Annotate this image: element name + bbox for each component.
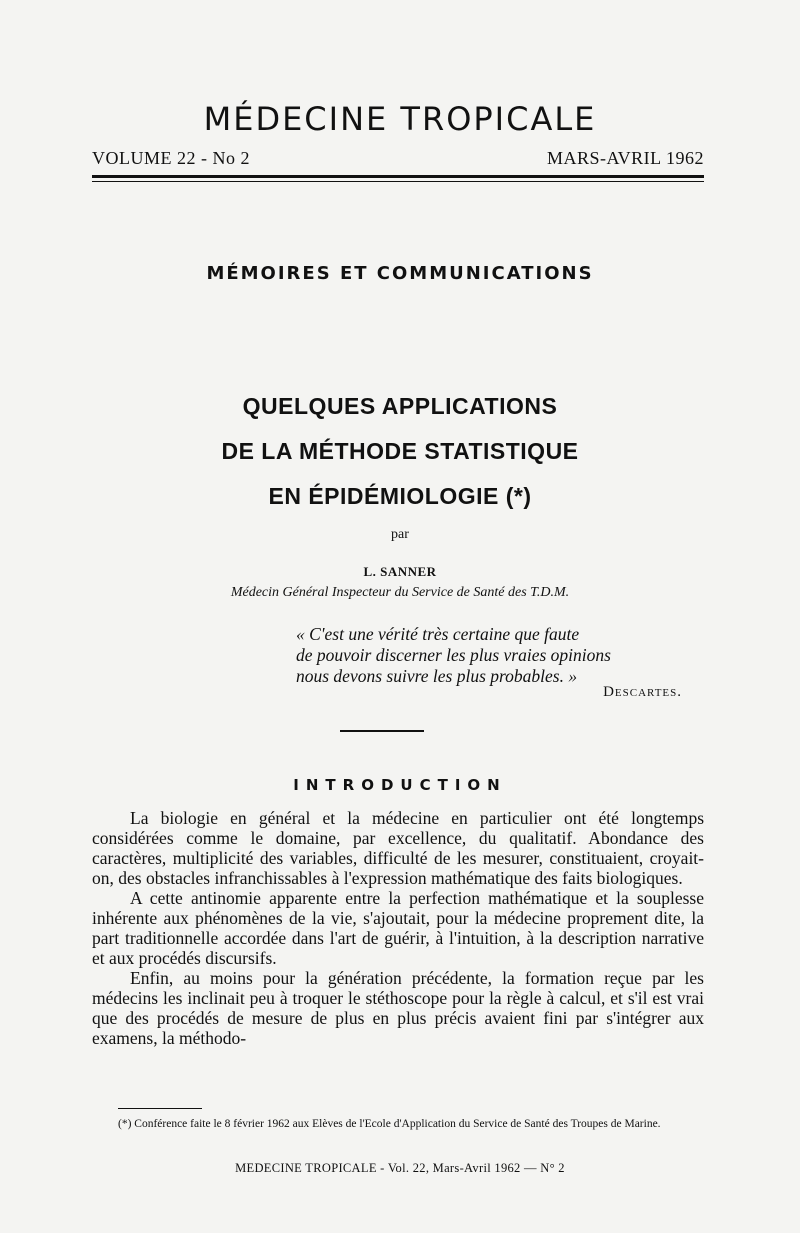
page-footer: MEDECINE TROPICALE - Vol. 22, Mars-Avril 1962 — N° 2 (235, 1161, 565, 1175)
author-affiliation: Médecin Général Inspecteur du Service de Santé des T.D.M. (230, 585, 570, 600)
separator-rule (340, 730, 424, 732)
paragraph: Enfin, au moins pour la génération précédente, la formation reçue par les médecins les inclinait peu à troquer le stéthoscope pour la règle à calcul, et s'il est vrai que des procédés de mesure de plus en plus précis avaient fini par s'intégrer aux examens, la méthodo- (92, 968, 704, 1048)
article-title-line-3: EN ÉPIDÉMIOLOGIE (*) (268, 483, 532, 509)
journal-title: MÉDECINE TROPICALE (203, 100, 597, 138)
article-title-line-1: QUELQUES APPLICATIONS (242, 393, 558, 419)
volume-number: VOLUME 22 - No 2 (92, 148, 250, 168)
byline-par: par (391, 527, 409, 542)
epigraph-author: Descartes. (603, 684, 682, 700)
section-heading: MÉMOIRES ET COMMUNICATIONS (206, 263, 594, 284)
header-rule-thick (92, 175, 704, 178)
author-name: L. SANNER (363, 564, 437, 579)
header-rule-thin (92, 181, 704, 182)
article-title-line-2: DE LA MÉTHODE STATISTIQUE (221, 438, 579, 464)
paragraph: A cette antinomie apparente entre la perfection mathématique et la souplesse inhérente aux phénomènes de la vie, s'ajoutait, pour la médecine proprement dite, la part traditionnelle accordée dans l'art de guérir, à l'intuition, à la description narrative et aux procédés discursifs. (92, 888, 704, 968)
introduction-heading: INTRODUCTION (293, 776, 507, 794)
epigraph-line: de pouvoir discerner les plus vraies opinions (296, 645, 611, 665)
issue-date: MARS-AVRIL 1962 (546, 148, 704, 168)
footnote-rule (118, 1108, 202, 1109)
epigraph-line: « C'est une vérité très certaine que faute (296, 624, 580, 644)
epigraph-line: nous devons suivre les plus probables. » (296, 666, 578, 686)
epigraph (296, 624, 706, 687)
introduction-body (92, 808, 704, 1048)
paragraph: La biologie en général et la médecine en particulier ont été longtemps considérées comme le domaine, par excellence, du qualitatif. Abondance des caractères, multiplicité des variables, difficulté de les mesurer, constituaient, croyait-on, des obstacles infranchissables à l'expression mathématique des faits biologiques. (92, 808, 704, 888)
footnote: (*) Conférence faite le 8 février 1962 aux Elèves de l'Ecole d'Application du Service de Santé des Troupes de Marine. (118, 1118, 661, 1130)
